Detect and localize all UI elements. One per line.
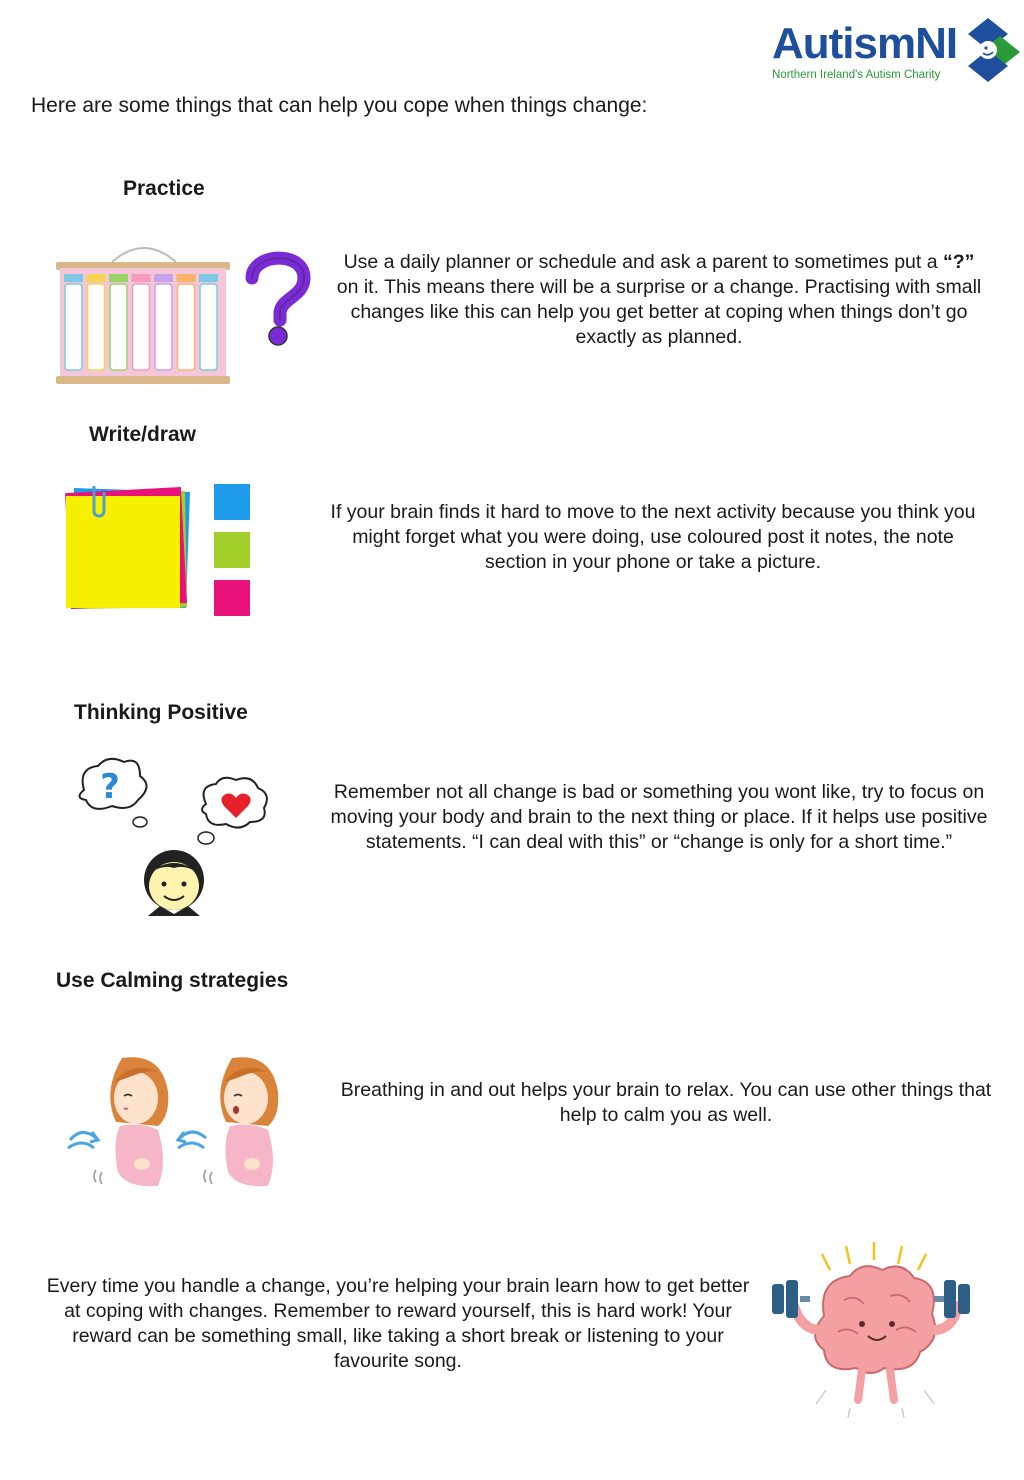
practice-text: Use a daily planner or schedule and ask a parent to sometimes put a “?” on it. This means there will be a surprise or a change. Practising with small changes like this can help you get better at coping when things don’t go exactly as planned. (336, 251, 982, 348)
strong-brain-icon (764, 1240, 986, 1420)
planner-day-tab (64, 274, 83, 282)
planner-day-tab (154, 274, 173, 282)
logo-diamond-icon (964, 16, 1022, 82)
planner-day-column (178, 284, 195, 370)
question-mark-icon (242, 248, 312, 348)
planner-day-tab (199, 274, 218, 282)
thinking-positive-text: Remember not all change is bad or something you wont like, try to focus on moving your body and brain to the next thing or place. If it helps use positive statements. “I can deal with this” or “change is only for a short time.” (330, 781, 988, 853)
logo-wordmark: AutismNI (772, 19, 958, 68)
breathing-girl-icon (62, 1052, 288, 1194)
calming-strategies-text: Breathing in and out helps your brain to relax. You can use other things that help to calm you as well. (340, 1079, 992, 1126)
intro-text: Here are some things that can help you cope when things change: (31, 94, 648, 117)
planner-day-column (65, 284, 82, 370)
write-draw-heading: Write/draw (89, 423, 196, 446)
planner-day-column (133, 284, 150, 370)
thinking-positive-heading: Thinking Positive (74, 701, 248, 724)
svg-text:?: ? (100, 767, 120, 807)
thinking-girl-icon (74, 756, 274, 916)
planner-day-tab (132, 274, 151, 282)
planner-day-tab (177, 274, 196, 282)
planner-day-tab (109, 274, 128, 282)
planner-day-column (200, 284, 217, 370)
planner-day-column (110, 284, 127, 370)
planner-day-column (155, 284, 172, 370)
closing-text: Every time you handle a change, you’re helping your brain learn how to get better at coping with changes. Remember to reward yourself, this is hard work! Your reward can be something small, like taking a short break or listening to your favourite song. (46, 1275, 750, 1372)
sticky-notes-icon (60, 480, 255, 620)
calming-strategies-heading: Use Calming strategies (56, 969, 289, 992)
autism-ni-logo (768, 14, 1020, 86)
logo-tagline: Northern Ireland's Autism Charity (772, 69, 941, 81)
planner-day-tab (87, 274, 106, 282)
write-draw-text: If your brain finds it hard to move to the next activity because you think you might forget what you were doing, use coloured post it notes, the note section in your phone or take a picture. (330, 501, 976, 573)
planner-day-column (88, 284, 105, 370)
practice-heading: Practice (123, 177, 205, 200)
weekly-planner-icon (48, 240, 240, 392)
